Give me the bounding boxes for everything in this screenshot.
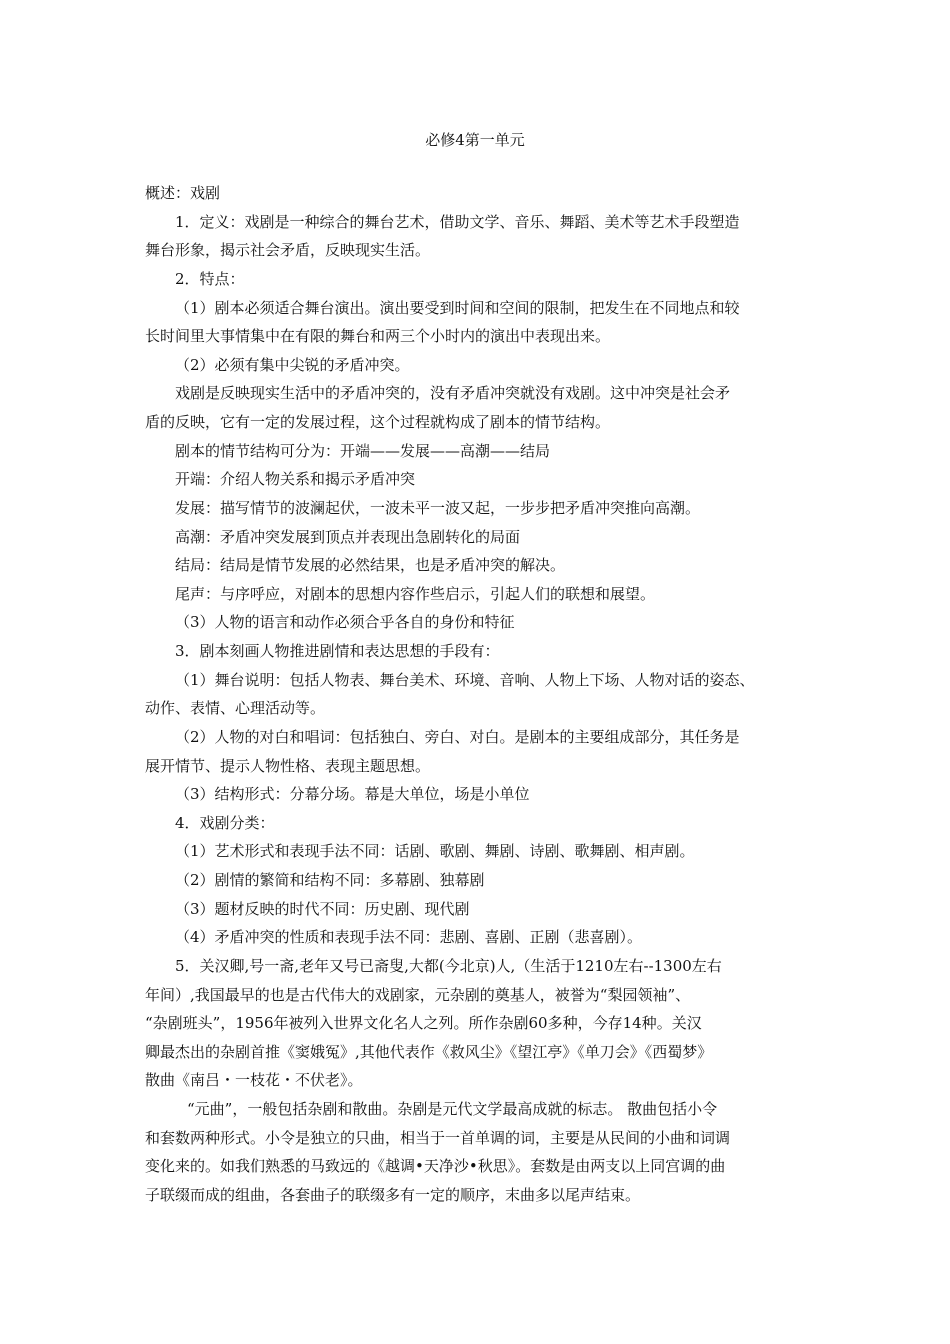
- paragraph-line: （4）矛盾冲突的性质和表现手法不同：悲剧、喜剧、正剧（悲喜剧）。: [175, 928, 643, 946]
- paragraph-line: 开端：介绍人物关系和揭示矛盾冲突: [175, 470, 416, 488]
- paragraph-line: （3）题材反映的时代不同：历史剧、现代剧: [175, 900, 470, 918]
- paragraph-line: 散曲《南吕・一枝花・不伏老》。: [145, 1071, 363, 1089]
- paragraph-line: “元曲”，一般包括杂剧和散曲。杂剧是元代文学最高成就的标志。 散曲包括小令: [187, 1100, 718, 1118]
- paragraph-line: 4．戏剧分类：: [175, 814, 275, 832]
- paragraph-line: （1）剧本必须适合舞台演出。演出要受到时间和空间的限制，把发生在不同地点和较: [175, 299, 740, 317]
- paragraph-line: （3）结构形式：分幕分场。幕是大单位，场是小单位: [175, 785, 530, 803]
- paragraph-line: 3．剧本刻画人物推进剧情和表达思想的手段有：: [175, 642, 500, 660]
- paragraph-line: 舞台形象，揭示社会矛盾，反映现实生活。: [145, 241, 431, 259]
- paragraph-line: 动作、表情、心理活动等。: [145, 699, 326, 717]
- paragraph-line: 发展：描写情节的波澜起伏，一波未平一波又起，一步步把矛盾冲突推向高潮。: [175, 499, 701, 517]
- paragraph-line: （2）必须有集中尖锐的矛盾冲突。: [175, 356, 410, 374]
- paragraph-line: 5．关汉卿,号一斋,老年又号已斋叟,大都(今北京)人,（生活于1210左右--1300左右: [175, 957, 722, 975]
- paragraph-line: （2）剧情的繁简和结构不同：多幕剧、独幕剧: [175, 871, 485, 889]
- paragraph-line: 尾声：与序呼应，对剧本的思想内容作些启示，引起人们的联想和展望。: [175, 585, 656, 603]
- page-title: 必修4第一单元: [425, 131, 525, 149]
- paragraph-line: 高潮：矛盾冲突发展到顶点并表现出急剧转化的局面: [175, 528, 521, 546]
- paragraph-line: 长时间里大事情集中在有限的舞台和两三个小时内的演出中表现出来。: [145, 327, 611, 345]
- paragraph-line: 盾的反映，它有一定的发展过程，这个过程就构成了剧本的情节结构。: [145, 413, 611, 431]
- paragraph-line: （1）艺术形式和表现手法不同：话剧、歌剧、舞剧、诗剧、歌舞剧、相声剧。: [175, 842, 695, 860]
- paragraph-line: （2）人物的对白和唱词：包括独白、旁白、对白。是剧本的主要组成部分，其任务是: [175, 728, 740, 746]
- paragraph-line: 1．定义：戏剧是一种综合的舞台艺术，借助文学、音乐、舞蹈、美术等艺术手段塑造: [175, 213, 740, 231]
- paragraph-line: 2．特点：: [175, 270, 245, 288]
- paragraph-line: 变化来的。如我们熟悉的马致远的《越调•天净沙•秋思》。套数是由两支以上同宫调的曲: [145, 1157, 726, 1175]
- paragraph-line: “杂剧班头”，1956年被列入世界文化名人之列。所作杂剧60多种，今存14种。关汉: [145, 1014, 702, 1032]
- paragraph-line: 子联缀而成的组曲，各套曲子的联缀多有一定的顺序，末曲多以尾声结束。: [145, 1186, 641, 1204]
- paragraph-line: （3）人物的语言和动作必须合乎各自的身份和特征: [175, 613, 515, 631]
- paragraph-line: 展开情节、提示人物性格、表现主题思想。: [145, 757, 431, 775]
- section-heading-overview: 概述：戏剧: [145, 184, 221, 202]
- paragraph-line: （1）舞台说明：包括人物表、舞台美术、环境、音响、人物上下场、人物对话的姿态、: [175, 671, 755, 689]
- paragraph-line: 年间）,我国最早的也是古代伟大的戏剧家，元杂剧的奠基人，被誉为“梨园领袖”、: [145, 986, 691, 1004]
- paragraph-line: 和套数两种形式。小令是独立的只曲，相当于一首单调的词，主要是从民间的小曲和词调: [145, 1129, 731, 1147]
- paragraph-line: 剧本的情节结构可分为：开端——发展——高潮——结局: [175, 442, 551, 460]
- paragraph-line: 戏剧是反映现实生活中的矛盾冲突的，没有矛盾冲突就没有戏剧。这中冲突是社会矛: [175, 384, 731, 402]
- paragraph-line: 卿最杰出的杂剧首推《窦娥冤》,其他代表作《救风尘》《望江亭》《单刀会》《西蜀梦》: [145, 1043, 713, 1061]
- paragraph-line: 结局：结局是情节发展的必然结果，也是矛盾冲突的解决。: [175, 556, 566, 574]
